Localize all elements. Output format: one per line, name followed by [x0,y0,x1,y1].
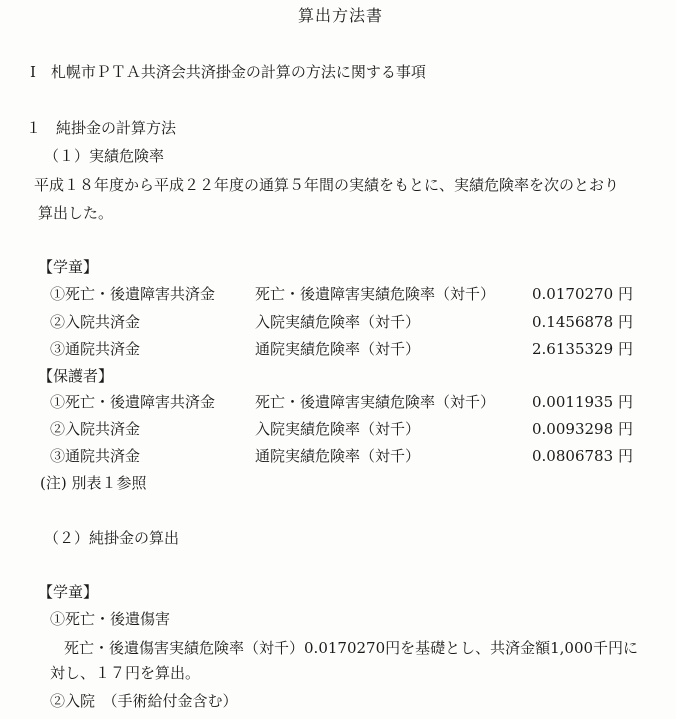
item1-heading: （１）実績危険率 [44,147,165,165]
rate-unit: 円 [618,420,634,438]
rate-unit: 円 [618,313,634,331]
rate-name: 通院実績危険率（対千） [255,447,421,465]
rate-value: 2.6135329 [532,340,614,358]
item2-sub1-line1: 死亡・後遺傷害実績危険率（対千）0.0170270円を基礎とし、共済金額1,000千円に [64,639,639,657]
benefit-name: ③通院共済金 [50,447,141,465]
section-heading: Ⅰ 札幌市ＰＴＡ共済会共済掛金の計算の方法に関する事項 [30,63,426,81]
rate-unit: 円 [618,393,634,411]
rate-name: 入院実績危険率（対千） [255,313,421,331]
group-label-student: 【学童】 [38,258,99,276]
item2-group-label: 【学童】 [38,583,99,601]
benefit-name: ②入院共済金 [50,420,141,438]
rate-unit: 円 [618,285,634,303]
rate-name: 通院実績危険率（対千） [255,340,421,358]
item2-sub1-line2: 対し、１７円を算出。 [50,664,201,682]
subsection-heading: １ 純掛金の計算方法 [26,119,177,137]
item1-text-line2: 算出した。 [38,204,114,222]
benefit-name: ②入院共済金 [50,313,141,331]
item1-text-line1: 平成１８年度から平成２２年度の通算５年間の実績をもとに、実績危険率を次のとおり [34,176,620,194]
benefit-name: ①死亡・後遺障害共済金 [50,393,216,411]
rate-name: 死亡・後遺障害実績危険率（対千） [255,285,496,303]
rate-value: 0.0093298 [532,420,614,438]
item2-heading: （２）純掛金の算出 [44,529,180,547]
rate-value: 0.0011935 [532,393,614,411]
table-note: (注) 別表１参照 [40,474,147,492]
rate-value: 0.0170270 [532,285,614,303]
item2-sub1-heading: ①死亡・後遺傷害 [50,610,171,628]
benefit-name: ③通院共済金 [50,340,141,358]
group-label-guardian: 【保護者】 [38,367,114,385]
rate-value: 0.0806783 [532,447,614,465]
rate-name: 入院実績危険率（対千） [255,420,421,438]
benefit-name: ①死亡・後遺障害共済金 [50,285,216,303]
item2-sub2-heading: ②入院 （手術給付金含む） [50,692,238,710]
document-title: 算出方法書 [298,6,384,25]
rate-unit: 円 [618,447,634,465]
rate-value: 0.1456878 [532,313,614,331]
rate-name: 死亡・後遺障害実績危険率（対千） [255,393,496,411]
rate-unit: 円 [618,340,634,358]
